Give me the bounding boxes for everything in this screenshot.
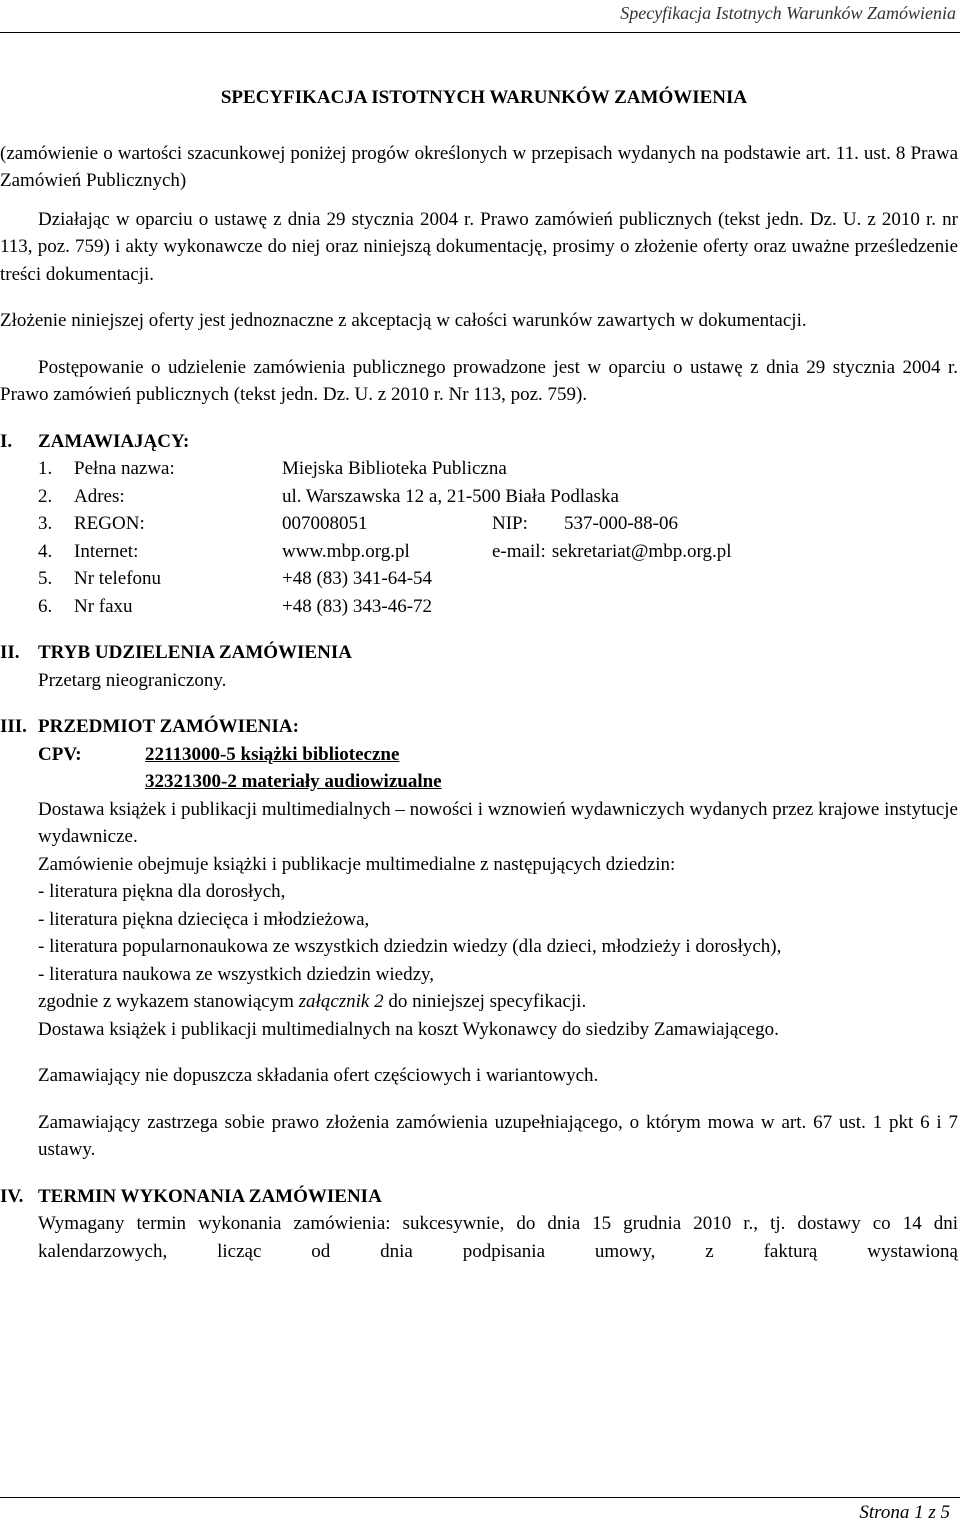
cpv-row (38, 741, 958, 769)
subject-paragraph-5: Zamawiający nie dopuszcza składania ofert częściowych i wariantowych. (38, 1065, 599, 1086)
intro-paragraph-1: (zamówienie o wartości szacunkowej poniżej progów określonych w przepisach wydanych na podstawie art. 11. ust. 8 Prawa Zamówień Publicznych) (0, 142, 958, 191)
section-1-heading (0, 428, 958, 456)
intro-paragraph-3: Złożenie niniejszej oferty jest jednoznaczne z akceptacją w całości warunków zawartych w dokumentacji. (0, 310, 807, 331)
page-number: Strona 1 z 5 (859, 1502, 950, 1523)
section-title: PRZEDMIOT ZAMÓWIENIA: (38, 716, 299, 737)
section-number: III. (0, 716, 27, 737)
detail-row: 1. Pełna nazwa: Miejska Biblioteka Publiczna (38, 458, 507, 479)
list-item: - literatura naukowa ze wszystkich dziedzin wiedzy, (38, 963, 435, 985)
contracting-authority-details (0, 455, 958, 620)
intro-paragraph-4: Postępowanie o udzielenie zamówienia publicznego prowadzone jest w oparciu o ustawę z dnia 29 stycznia 2004 r. Prawo zamówień publicznych (tekst jedn. Dz. U. z 2010 r. Nr 113, poz. 759). (0, 356, 958, 405)
detail-row: 4. Internet: www.mbp.org.pl e-mail: sekretariat@mbp.org.pl (38, 538, 958, 566)
section-2-heading (0, 639, 958, 667)
section-title: ZAMAWIAJĄCY: (38, 430, 190, 452)
running-header: Specyfikacja Istotnych Warunków Zamówienia (620, 3, 956, 23)
header-rule (0, 32, 960, 33)
cpv-label: CPV: (38, 743, 82, 765)
subject-of-contract (0, 741, 958, 1164)
section-3-heading (0, 713, 958, 741)
procedure-mode: Przetarg nieograniczony. (38, 669, 227, 691)
section-number: I. (0, 430, 13, 452)
section-title: TRYB UDZIELENIA ZAMÓWIENIA (38, 642, 352, 663)
cpv-code-2: 32321300-2 materiały audiowizualne (145, 771, 442, 792)
footer-rule (0, 1497, 960, 1498)
detail-row: 3. REGON: 007008051 NIP: 537-000-88-06 (38, 513, 678, 534)
section-title: TERMIN WYKONANIA ZAMÓWIENIA (38, 1185, 382, 1207)
section-number: IV. (0, 1185, 24, 1207)
subject-paragraph-1: Dostawa książek i publikacji multimedialnych – nowości i wznowień wydawniczych wydanych przez krajowe instytucje wydawnicze. (38, 798, 958, 847)
website-link[interactable]: www.mbp.org.pl (282, 540, 410, 562)
document-title: SPECYFIKACJA ISTOTNYCH WARUNKÓW ZAMÓWIENIA (220, 87, 748, 108)
document-body (0, 84, 958, 1265)
cpv-row (38, 768, 958, 796)
email-link[interactable]: sekretariat@mbp.org.pl (551, 540, 732, 562)
detail-row: 5. Nr telefonu +48 (83) 341-64-54 (38, 568, 433, 589)
cpv-code-1: 22113000-5 książki biblioteczne (145, 743, 400, 765)
intro-paragraph-2: Działając w oparciu o ustawę z dnia 29 stycznia 2004 r. Prawo zamówień publicznych (tekst jedn. Dz. U. z 2010 r. nr 113, poz. 759) i akty wykonawcze do niej oraz niniejszą dokumentację, prosimy o złożenie oferty oraz uważne prześledzenie treści dokumentacji. (0, 208, 958, 285)
detail-row: 6. Nr faxu +48 (83) 343-46-72 (38, 595, 433, 617)
completion-date: Wymagany termin wykonania zamówienia: sukcesywnie, do dnia 15 grudnia 2010 r., tj. dostawy co 14 dni kalendarzowych, licząc od dnia podpisania umowy, z fakturą wystawioną (38, 1213, 958, 1262)
list-item: - literatura piękna dziecięca i młodzieżowa, (38, 908, 370, 930)
subject-paragraph-4: Dostawa książek i publikacji multimedialnych na koszt Wykonawcy do siedziby Zamawiającego. (38, 1018, 779, 1040)
list-item: - literatura popularnonaukowa ze wszystkich dziedzin wiedzy (dla dzieci, młodzieży i dorosłych), (38, 936, 782, 957)
detail-row: 2. Adres: ul. Warszawska 12 a, 21-500 Biała Podlaska (38, 485, 619, 507)
list-item: - literatura piękna dla dorosłych, (38, 881, 286, 902)
subject-paragraph-3: zgodnie z wykazem stanowiącym załącznik 2 do niniejszej specyfikacji. (38, 991, 587, 1012)
subject-paragraph-6: Zamawiający zastrzega sobie prawo złożenia zamówienia uzupełniającego, o którym mowa w art. 67 ust. 1 pkt 6 i 7 ustawy. (38, 1111, 958, 1160)
section-number: II. (0, 642, 20, 663)
section-4-heading (0, 1183, 958, 1211)
subject-paragraph-2: Zamówienie obejmuje książki i publikacje multimedialne z następujących dziedzin: (38, 853, 676, 875)
